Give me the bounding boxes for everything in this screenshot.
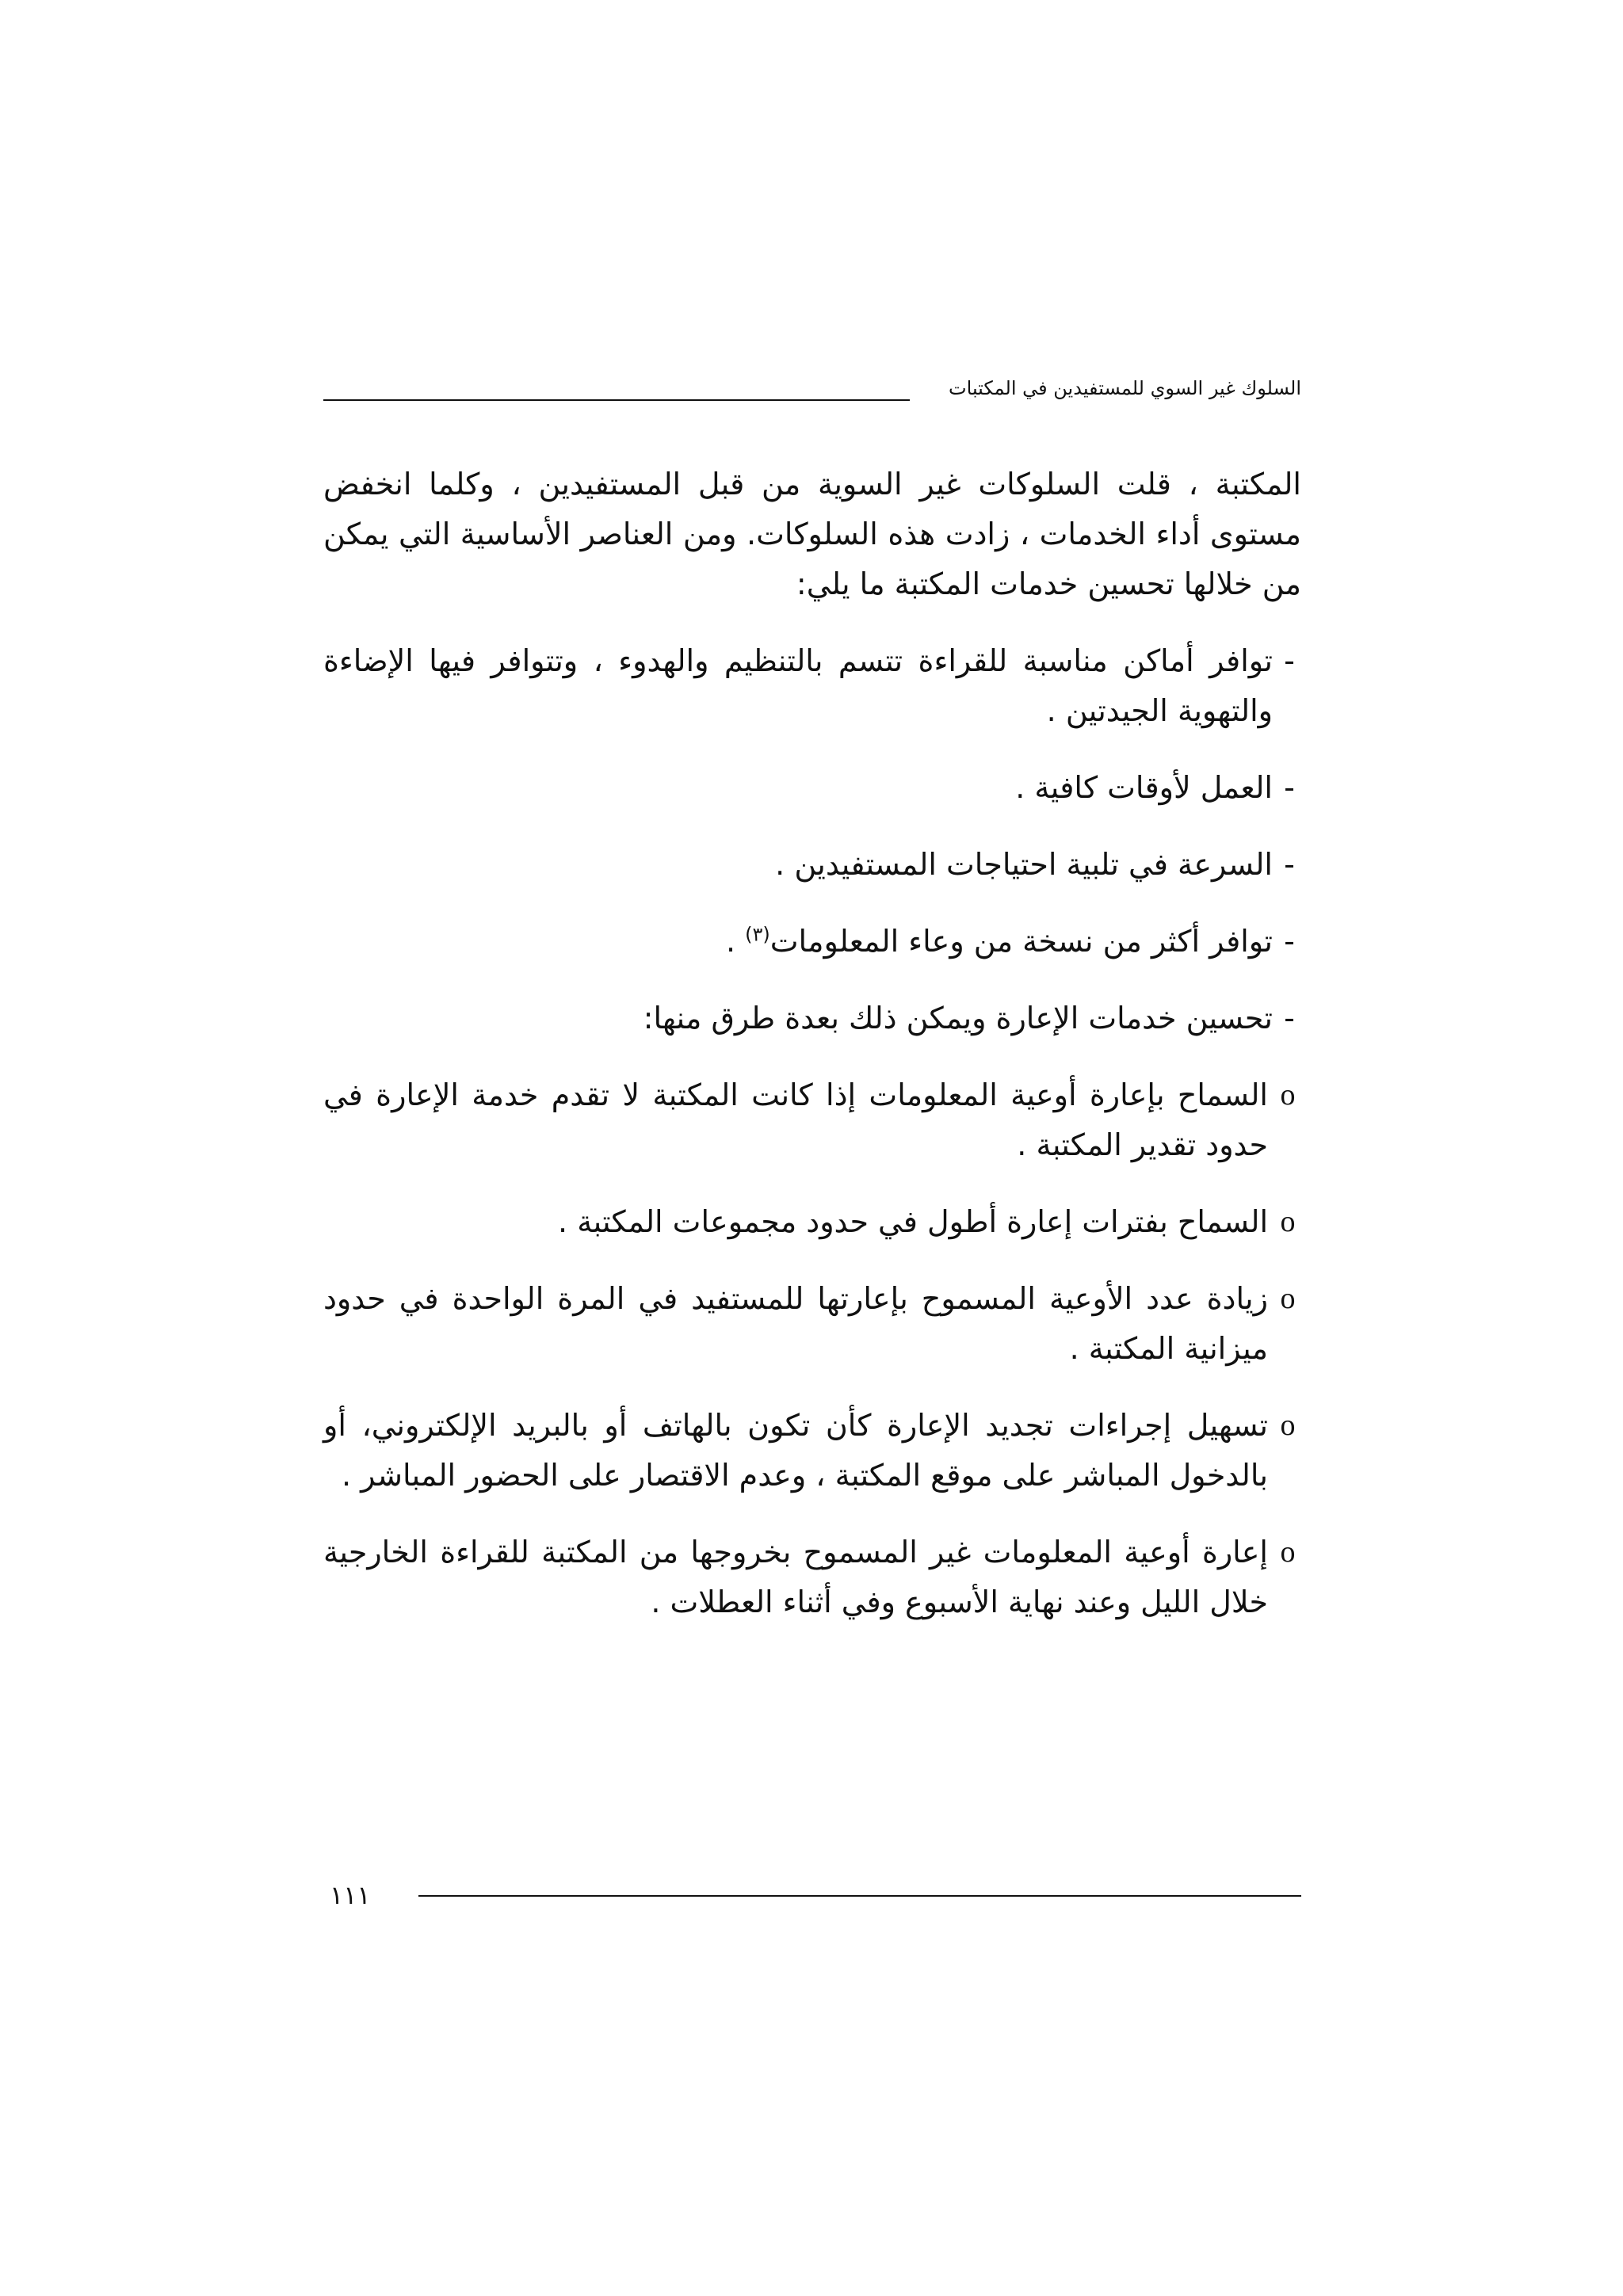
list-item: [323, 840, 1301, 890]
header-rule: [323, 399, 910, 401]
sub-list-item: [323, 1401, 1301, 1501]
list-item-text: توافر أكثر من نسخة من وعاء المعلومات: [769, 924, 1273, 959]
footnote-reference: (٣): [745, 923, 770, 946]
sub-list-item-text: تسهيل إجراءات تجديد الإعارة كأن تكون بالهاتف أو بالبريد الإلكتروني، أو بالدخول المباشر على موقع المكتبة ، وعدم الاقتصار على الحضور المباشر .: [323, 1408, 1268, 1493]
list-item: [323, 917, 1301, 967]
circle-bullet: o: [1280, 1282, 1296, 1315]
sub-list-item-text: إعارة أوعية المعلومات غير المسموح بخروجها من المكتبة للقراءة الخارجية خلال الليل وعند نهاية الأسبوع وفي أثناء العطلات .: [323, 1535, 1268, 1619]
list-item: [323, 636, 1301, 736]
list-item-text: العمل لأوقات كافية .: [1015, 770, 1273, 805]
circle-bullet: o: [1280, 1205, 1296, 1238]
sub-list-item-text: السماح بإعارة أوعية المعلومات إذا كانت المكتبة لا تقدم خدمة الإعارة في حدود تقدير المكتبة .: [323, 1077, 1268, 1162]
running-header: [323, 372, 1301, 404]
sub-list-item: [323, 1197, 1301, 1247]
sub-list-item-text: زيادة عدد الأوعية المسموح بإعارتها للمستفيد في المرة الواحدة في حدود ميزانية المكتبة .: [323, 1281, 1268, 1366]
circle-bullet: o: [1280, 1078, 1296, 1112]
footer-rule: [418, 1895, 1301, 1897]
circle-bullet: o: [1280, 1409, 1296, 1442]
circle-bullet: o: [1280, 1535, 1296, 1569]
intro-paragraph: المكتبة ، قلت السلوكات غير السوية من قبل المستفيدين ، وكلما انخفض مستوى أداء الخدمات ، زادت هذه السلوكات. ومن العناصر الأساسية التي يمكن من خلالها تحسين خدمات المكتبة ما يلي:: [323, 467, 1301, 601]
dash-bullet: -: [1284, 847, 1295, 882]
page-number: ١١١: [330, 1880, 371, 1910]
list-item: [323, 763, 1301, 813]
sub-list-item: [323, 1070, 1301, 1170]
dash-bullet: -: [1284, 1001, 1295, 1035]
list-item-text: توافر أماكن مناسبة للقراءة تتسم بالتنظيم والهدوء ، وتتوافر فيها الإضاءة والتهوية الجيدتين .: [323, 643, 1273, 728]
dash-bullet: -: [1284, 770, 1295, 805]
list-item-text: تحسين خدمات الإعارة ويمكن ذلك بعدة طرق منها:: [643, 1001, 1273, 1035]
list-item-text: السرعة في تلبية احتياجات المستفيدين .: [775, 847, 1273, 882]
list-item: [323, 994, 1301, 1043]
sub-list-item: [323, 1274, 1301, 1374]
page-body: [323, 460, 1301, 1654]
dash-bullet: -: [1284, 643, 1295, 678]
sub-list-item: [323, 1527, 1301, 1627]
page-footer: [323, 1879, 1301, 1911]
running-header-title: السلوك غير السوي للمستفيدين في المكتبات: [949, 377, 1301, 399]
sub-list-item-text: السماح بفترات إعارة أطول في حدود مجموعات المكتبة .: [558, 1204, 1268, 1239]
list-item-tail: .: [725, 924, 746, 959]
dash-bullet: -: [1284, 924, 1295, 959]
